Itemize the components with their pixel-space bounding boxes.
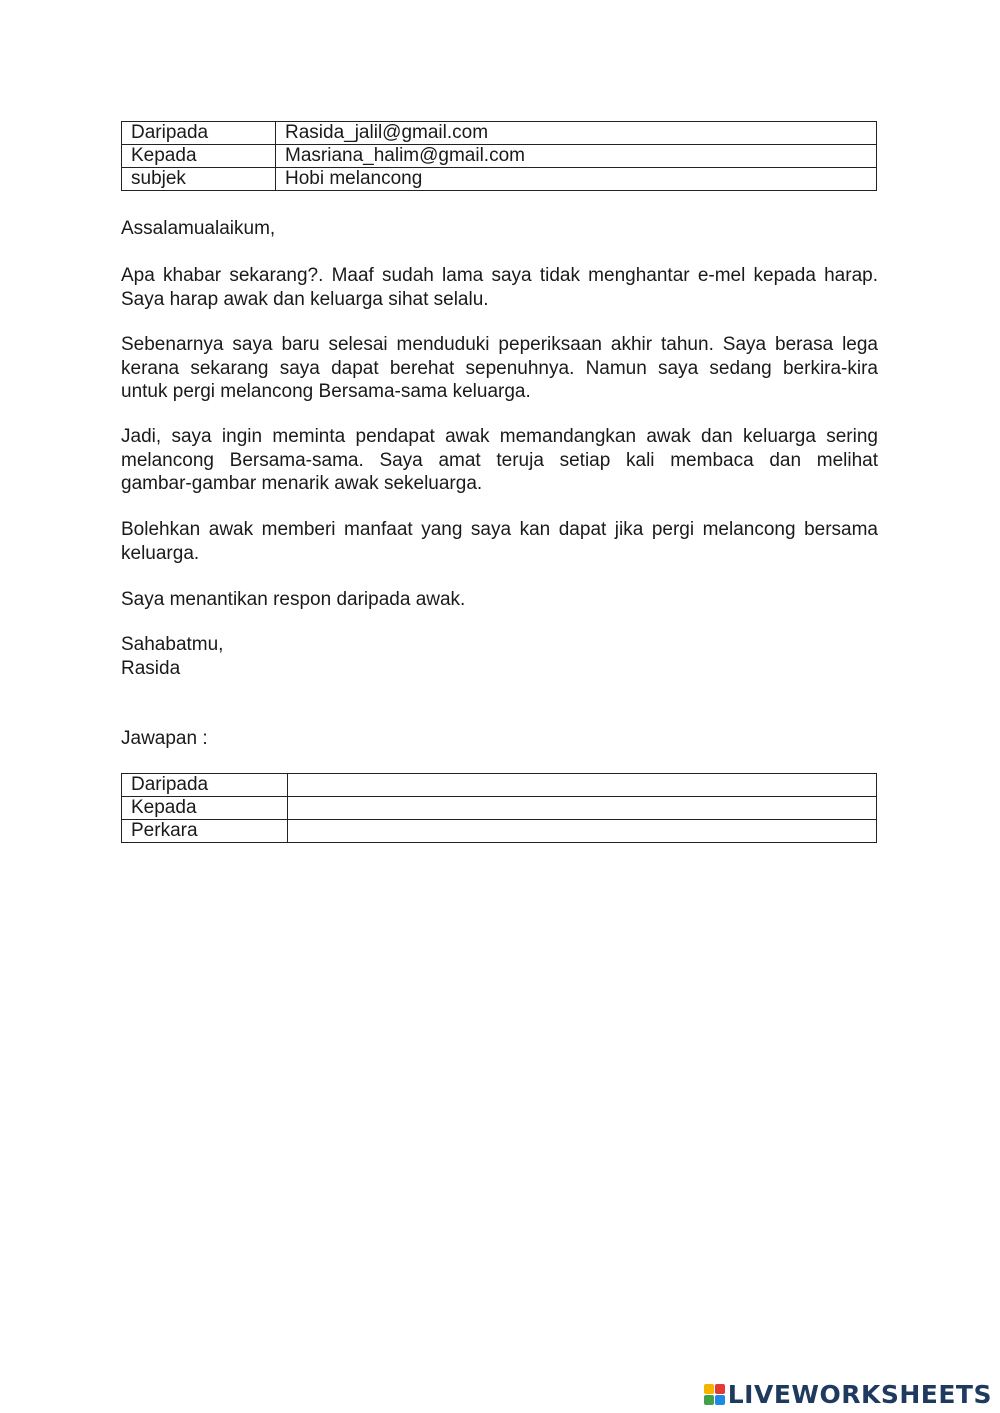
letter-closing <box>121 633 878 680</box>
email-to-label: Kepada <box>122 145 276 168</box>
answer-subject-field[interactable] <box>288 820 877 843</box>
text-line: Sebenarnya saya baru selesai menduduki peperiksaan akhir tahun. Saya berasa lega <box>121 334 878 355</box>
answer-from-label: Daripada <box>122 774 288 797</box>
letter-paragraph-5: Saya menantikan respon daripada awak. <box>121 589 466 610</box>
answer-label: Jawapan : <box>121 728 208 749</box>
letter-signoff: Sahabatmu, <box>121 634 224 655</box>
text-line: Jadi, saya ingin meminta pendapat awak memandangkan awak dan keluarga sering <box>121 426 878 447</box>
logo-square <box>715 1395 725 1405</box>
logo-text: LIVEWORKSHEETS <box>727 1379 992 1409</box>
answer-header-table <box>121 773 877 843</box>
email-to-value: Masriana_halim@gmail.com <box>276 145 877 168</box>
text-line: kerana sekarang saya dapat berehat sepenuhnya. Namun saya sedang berkira-kira <box>121 357 878 379</box>
text-line: melancong Bersama-sama. Saya amat teruja setiap kali membaca dan melihat <box>121 449 878 471</box>
table-row <box>122 168 877 191</box>
table-row <box>122 774 877 797</box>
table-row <box>122 145 877 168</box>
email-subject-label: subjek <box>122 168 276 191</box>
letter-paragraph-1 <box>121 264 878 311</box>
email-from-label: Daripada <box>122 122 276 145</box>
answer-subject-label: Perkara <box>122 820 288 843</box>
email-header-table <box>121 121 877 191</box>
logo-square <box>704 1395 714 1405</box>
email-from-value: Rasida_jalil@gmail.com <box>276 122 877 145</box>
letter-signature: Rasida <box>121 657 181 679</box>
text-line: keluarga. <box>121 542 200 564</box>
letter-paragraph-2 <box>121 333 878 404</box>
answer-to-field[interactable] <box>288 797 877 820</box>
text-line: untuk pergi melancong Bersama-sama keluarga. <box>121 381 531 402</box>
logo-square <box>704 1384 714 1394</box>
letter-paragraph-4 <box>121 518 878 565</box>
text-line: Saya harap awak dan keluarga sihat selalu. <box>121 288 489 310</box>
answer-to-label: Kepada <box>122 797 288 820</box>
text-line: Bolehkan awak memberi manfaat yang saya kan dapat jika pergi melancong bersama <box>121 519 878 540</box>
logo-square <box>715 1384 725 1394</box>
table-row <box>122 820 877 843</box>
letter-greeting: Assalamualaikum, <box>121 218 276 239</box>
table-row <box>122 122 877 145</box>
letter-paragraph-3 <box>121 425 878 496</box>
answer-from-field[interactable] <box>288 774 877 797</box>
text-line: gambar-gambar menarik awak sekeluarga. <box>121 473 483 494</box>
text-line: Apa khabar sekarang?. Maaf sudah lama saya tidak menghantar e-mel kepada harap. <box>121 265 878 286</box>
email-subject-value: Hobi melancong <box>276 168 877 191</box>
liveworksheets-logo <box>704 1381 992 1407</box>
logo-grid-icon <box>704 1384 725 1405</box>
table-row <box>122 797 877 820</box>
